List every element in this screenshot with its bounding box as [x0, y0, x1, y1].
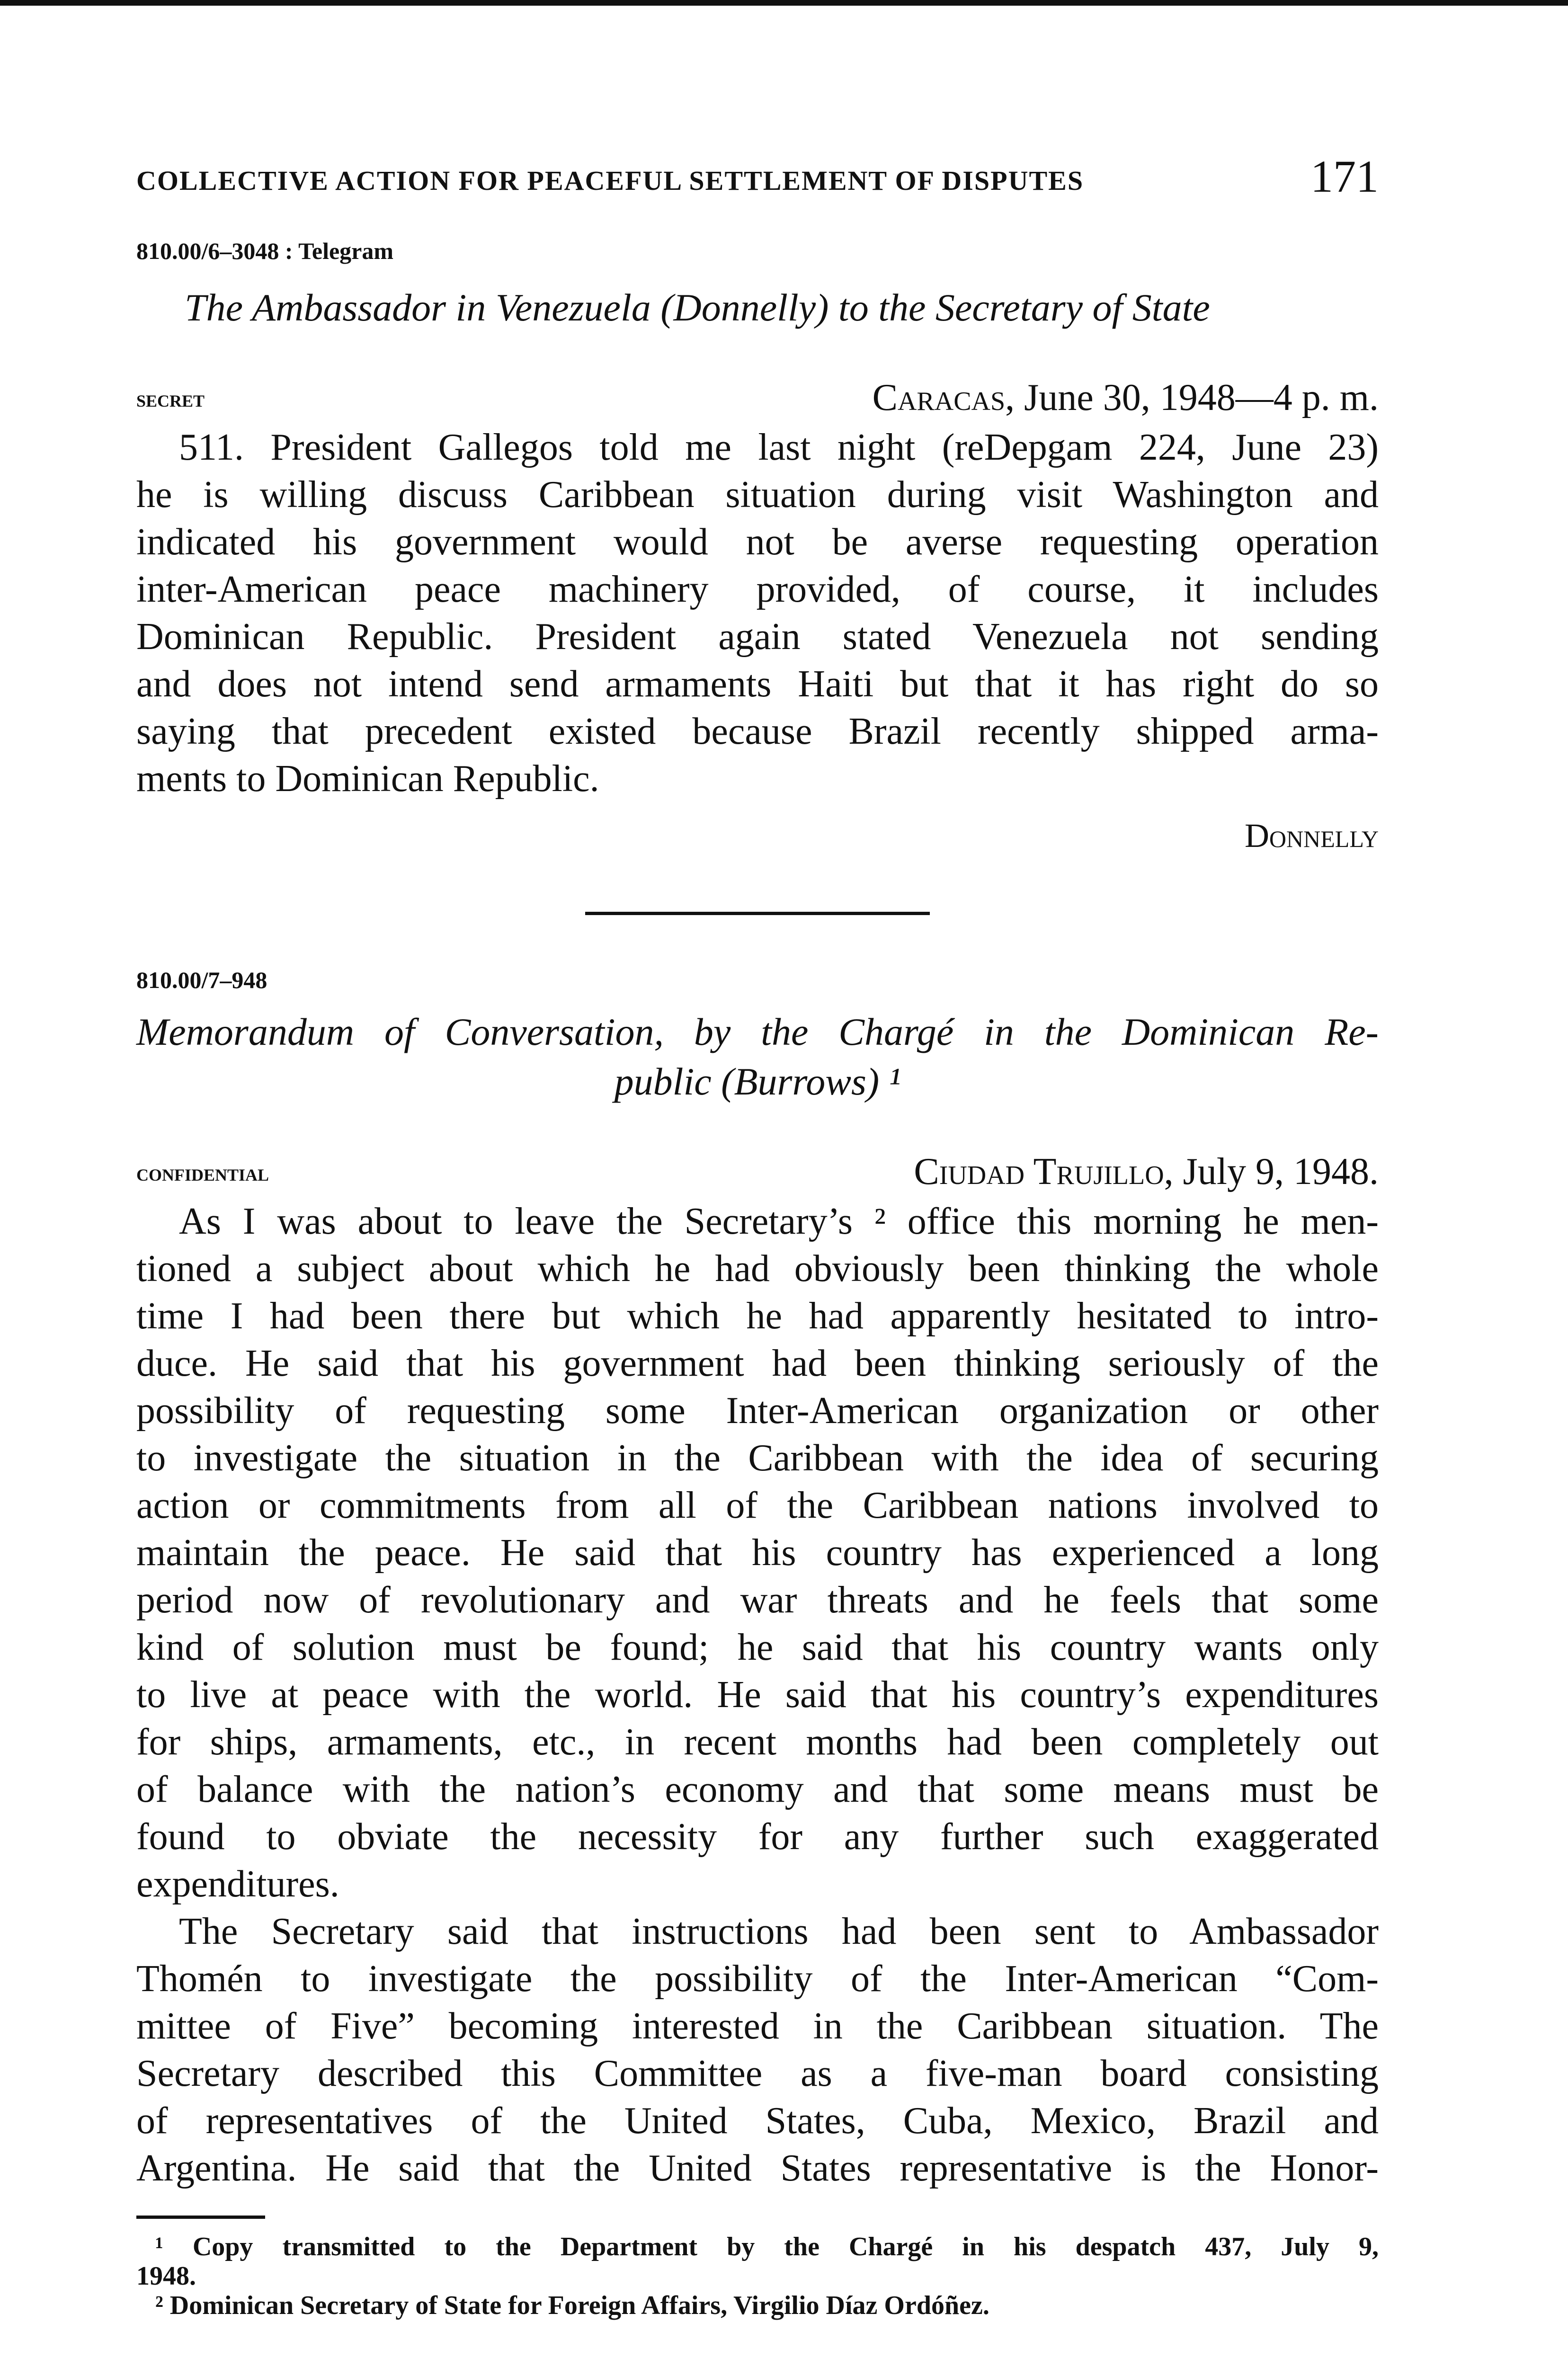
body-line: ments to Dominican Republic. [136, 758, 599, 800]
doc2-title-line1: Memorandum of Conversation, by the Chargé in the Dominican Re- [136, 1010, 1379, 1053]
page-header [136, 151, 1379, 203]
footnote-2-line: ² Dominican Secretary of State for Foreign Affairs, Virgilio Díaz Ordóñez. [155, 2291, 989, 2320]
footnotes [136, 2232, 1379, 2320]
body-line: he is willing discuss Caribbean situation during visit Washington and [136, 474, 1379, 516]
body-line: action or commitments from all of the Caribbean nations involved to [136, 1485, 1379, 1526]
body-line: found to obviate the necessity for any further such exaggerated [136, 1816, 1379, 1858]
doc2-dateline [136, 1148, 1379, 1195]
body-line: saying that precedent existed because Brazil recently shipped arma- [136, 711, 1379, 752]
body-line: As I was about to leave the Secretary’s ² office this morning he men- [179, 1201, 1379, 1242]
doc1-place: Caracas, [872, 377, 1015, 418]
body-line: possibility of requesting some Inter-American organization or other [136, 1390, 1379, 1432]
doc1-title: The Ambassador in Venezuela (Donnelly) to the Secretary of State [185, 286, 1210, 329]
body-line: of representatives of the United States, Cuba, Mexico, Brazil and [136, 2100, 1379, 2142]
doc1-place-date [873, 374, 1379, 421]
doc1-classification: secret [136, 385, 205, 412]
footnote-1-line: 1948. [136, 2261, 196, 2291]
body-line: of balance with the nation’s economy and that some means must be [136, 1769, 1379, 1810]
section-divider [585, 912, 930, 915]
body-line: to live at peace with the world. He said that his country’s expenditures [136, 1674, 1379, 1716]
page-number: 171 [1310, 151, 1379, 202]
document-page [0, 151, 1568, 2363]
footnote-1-line: ¹ Copy transmitted to the Department by the Chargé in his despatch 437, July 9, [155, 2232, 1379, 2261]
doc1-date: June 30, 1948—4 p. m. [1015, 377, 1379, 418]
body-line: to investigate the situation in the Caribbean with the idea of securing [136, 1437, 1379, 1479]
body-line: and does not intend send armaments Haiti but that it has right do so [136, 663, 1379, 705]
doc1-file-id: 810.00/6–3048 : Telegram [136, 238, 394, 264]
running-title: COLLECTIVE ACTION FOR PEACEFUL SETTLEMENT OF DISPUTES [136, 165, 1084, 196]
body-line: Argentina. He said that the United States representative is the Honor- [136, 2147, 1379, 2189]
body-line: The Secretary said that instructions had been sent to Ambassador [179, 1911, 1379, 1952]
body-line: for ships, armaments, etc., in recent months had been completely out [136, 1721, 1379, 1763]
body-line: Thomén to investigate the possibility of the Inter-American “Com- [136, 1958, 1379, 2000]
body-line: indicated his government would not be averse requesting operation [136, 521, 1379, 563]
doc2-body [136, 1198, 1379, 2192]
body-line: expenditures. [136, 1863, 339, 1905]
doc2-title-line2: public (Burrows) ¹ [614, 1060, 901, 1103]
body-line: kind of solution must be found; he said that his country wants only [136, 1627, 1379, 1668]
doc2-date: July 9, 1948. [1173, 1151, 1379, 1192]
body-line: 511. President Gallegos told me last night (reDepgam 224, June 23) [179, 427, 1379, 468]
body-line: time I had been there but which he had apparently hesitated to intro- [136, 1295, 1379, 1337]
doc2-place-date [914, 1148, 1379, 1195]
doc2-place: Ciudad Trujillo, [914, 1151, 1174, 1192]
doc1-dateline [136, 374, 1379, 421]
doc2-file-id: 810.00/7–948 [136, 967, 267, 993]
body-line: inter-American peace machinery provided, of course, it includes [136, 569, 1379, 610]
body-line: tioned a subject about which he had obviously been thinking the whole [136, 1248, 1379, 1290]
footnote-rule [136, 2216, 265, 2219]
doc2-classification: confidential [136, 1159, 269, 1186]
doc1-body [136, 424, 1379, 802]
body-line: duce. He said that his government had been thinking seriously of the [136, 1343, 1379, 1384]
body-line: maintain the peace. He said that his country has experienced a long [136, 1532, 1379, 1574]
body-line: Dominican Republic. President again stated Venezuela not sending [136, 616, 1379, 658]
scan-top-border [0, 0, 1568, 6]
doc1-signature: Donnelly [1244, 817, 1379, 854]
body-line: Secretary described this Committee as a five-man board consisting [136, 2053, 1379, 2094]
body-line: mittee of Five” becoming interested in the Caribbean situation. The [136, 2005, 1379, 2047]
body-line: period now of revolutionary and war threats and he feels that some [136, 1579, 1379, 1621]
